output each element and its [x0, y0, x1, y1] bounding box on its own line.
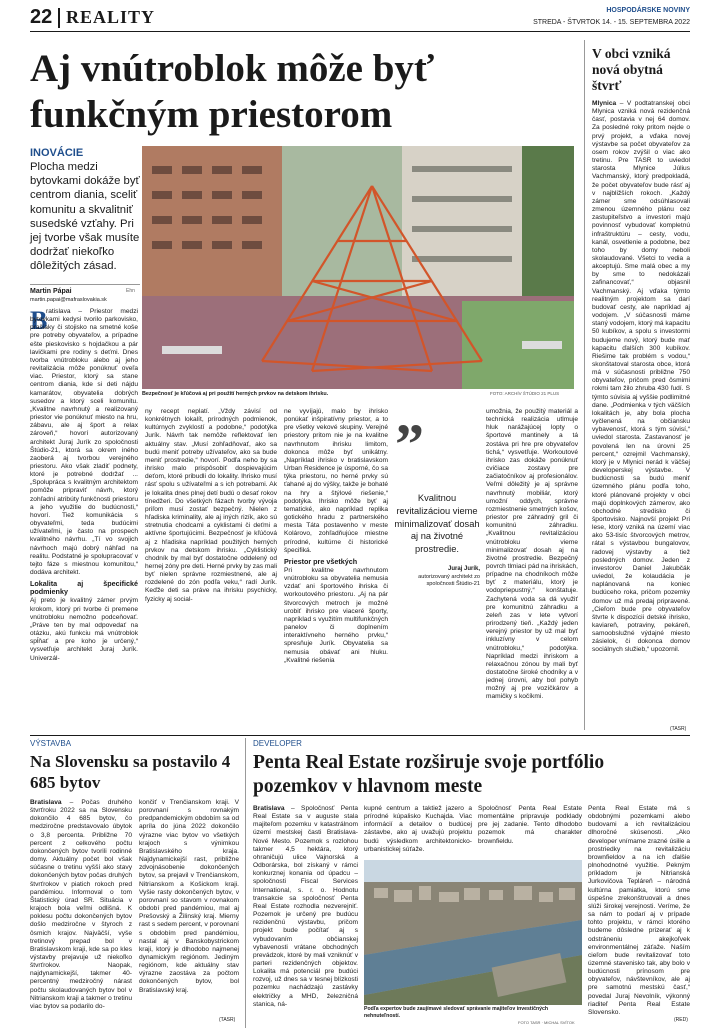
bottom-right-col-1 [253, 805, 358, 1025]
section-label: REALITY [66, 7, 156, 27]
bottom-right-headline: Penta Real Estate rozširuje svoje portfólio pozemkov v hlavnom meste [253, 752, 605, 797]
bottom-right-col-2: kupné centrum a taktiež jazero a prírodné kúpalisko Kuchajda. Viac informácií a detailov o budúcej zástavbe, ako aj uvažujú projektu budú výsledkom architektonicko-urbanistickej súťaže. [364, 805, 472, 853]
author-name: Martin Pápai [30, 288, 72, 295]
bottom-photo-caption: Podľa expertov bude zaujímavé sledovať správanie majiteľov investičných nehnuteľností. [364, 1006, 549, 1019]
header-divider [58, 8, 60, 28]
bottom-left-headline: Na Slovensku sa postavilo 4 685 bytov [30, 752, 231, 792]
sidebar-text [592, 100, 690, 736]
bl-col1-lead: Bratislava [30, 799, 62, 806]
col1-subhead: Lokalita aj špecifické podmienky [30, 579, 138, 597]
col1-intro: ratislava – Priestor medzi bytovkami kedysi tvorilo parkovisko, prašiaky či stojisko na smetné koše pre potreby obyvateľov, a prípadne ešte pieskovisko s hojdačkou a pár lavičkami pre rodiny s deťmi. Dnes tvorba vnútrobloku alebo aj jeho revitalizácia môže ponúknuť oveľa viac. Priestor, ktorý sa stane centrom diania, kde si deti nájdu kamarátov, obyvatelia dobrých susedov a ktorý sceli komunitu. „Kvalitne navrhnutý a realizovaný priestor vie ponúknuť miesto na hru, zábavu, ale aj šport a relax zároveň,“ hovorí autorizovaný architekt Juraj Jurík zo spoločnosti Štúdio-21, ktorá sa okrem iného zaoberá aj tvorbou verejného priestoru. Ako však zladiť podnety, ktoré je potrebné dodržať ... „Spolupráca s kvalitným architektom pomôže pripraviť návrh, ktorý zohľadní atribúty funkčnosti priestoru a jeho využitie do budúcnosti,“ hovorí. Tiež komunikácia s obyvateľmi, teda budúcimi užívateľmi, je často na prospech kvalitného návrhu. „Tí vo svojich návrhoch majú dobrý náhľad na realitu. Podstatné je spolupracovať v tejto fáze s miestnou komunitou,“ dodáva architekt. [30, 308, 138, 576]
sidebar-text-lead: Mlynica [592, 100, 617, 107]
article-col-1 [30, 308, 138, 726]
bottom-mid-rule [245, 738, 246, 1028]
col3-rest: Pri kvalitne navrhnutom vnútrobloku sa obyvatelia nemusia vzdať ani športového ihriska či workoutového priestoru. „Aj na pár štvorcových metroch je možné urobiť ihrisko pre viaceré športy, napríklad s využitím multifunkčných panelov či doplnením interaktívneho herného prvku,“ spresňuje Jurík. Obyvatelia sa nemusia obávať ani hluku. „Kvalitné riešenia [284, 566, 388, 664]
drop-cap: B [30, 306, 48, 335]
author-email: martin.papai@mafraslovakia.sk [30, 297, 107, 303]
bl-col1-body: – Počas druhého štvrťroku 2022 sa na Slovensku dokončilo 4 685 bytov, čo medziročne predstavovalo úbytok o 3,8 percenta. Približne 70 percent z celkového počtu dokončených bytov tvorili rodinné domy. Aktuálny počet bol však súčasne o tretinu vyšší ako stavy dokončených bytov počas druhých štvrťrokov v piatich rokoch pred pandémiou. Informoval o tom Štatistický úrad SR. Situácia v krajoch bola veľmi odlišná. K poklesu počtu dokončených bytov došlo medziročne v štyroch z ôsmich krajov. Najväčší, vyše tretinový prepad bol v Bratislavskom kraji, kde sa po kles výstavby prejavuje už niekoľko štvrťrokov. Naopak, najdynamickejší, takmer 40-percentný medziročný nárast počtu skolaudovaných bytov bol v Nitrianskom kraji a takmer o tretinu viac bytov sa podarilo do- [30, 799, 132, 1010]
pull-quote: Kvalitnou revitalizáciou vieme minimalizovať dosah aj na životné prostredie. [394, 493, 480, 555]
page-number: 22 [30, 6, 53, 28]
bottom-left-tag: (TASR) [219, 1017, 236, 1023]
bottom-right-col-3: Spoločnosť Penta Real Estate momentálne pripravuje podklady pre jej zadanie. Tento dlhodobo pozemok má charakter brownfieldu. [478, 805, 582, 845]
sidebar-title: V obci vzniká nová obytná štvrť [592, 46, 671, 93]
col3-subhead: Priestor pre všetkých [284, 556, 358, 566]
header-rule [30, 31, 690, 32]
article-col-3 [284, 408, 388, 726]
kicker: INOVÁCIE [30, 147, 84, 159]
quote-icon: ” [395, 412, 424, 477]
article-col-2: ny recept neplatí. „Vždy závisí od konkrétnych lokalít, prírodných podmienok, kultúrnych zvyklostí a podobne,“ podotýka Jurík. Návrh tak nemôže reflektovať len aktuálny stav. „Musí zohľadňovať, ako sa budú meniť potreby užívateľov, ako sa bude meniť prostredie,“ hovorí. Podľa neho by sa ihrisko malo prispôsobiť dospievajúcim deťom, ktoré pribudli do lokality. Ihrisko musí rásť spolu s užívateľmi a s ich potrebami. Ak je lokalita dnes plnej detí budú o desať rokov tínedžeri. Do všetkých fázach tvorby vývoja priľom musí zostať bezpečný. Nielen z hľadiska kriminality, ale aj iných rizík, ako sú stretnutia chodcami a cyklistami či deťmi a aktívne športujúcimi. Bezpečnosť je kľúčová aj z hľadiska napríklad použitých herných prvkov na detskom ihrisku. „Cyklistický chodník by mal byť dostatočne oddelený od hernej zóny pre deti. Herné prvky by zas mali byť nielen správne rozmiestnené, ale aj rozdelené do zón podľa veku,“ radí Jurík. Keďže deti sa práve na ihrisku psychicky, fyzicky aj social- [145, 408, 277, 603]
article-col-5: umožnia, že použitý materiál a technická realizácia utlmuje hluk narážajúcej lopty o športové mantinely a tá zostáva pri hre pre obyvateľov tichá,“ vysvetľuje. Workoutové ihrisko zas dokáže ponúknuť cvičiace zostavy pre začiatočníkov aj profesionálov. Veľmi dôležitý je aj správne navrhnutý mobiliár, ktorý umožní oddych, správne rozmiestnenie smetných košov, priestor pre záhradný gril či komunitnú záhradku. „Kvalitnou revitalizáciou vnútrobloku vieme minimalizovať dosah aj na životné prostredie. Bezpečný povrch tlmiaci pád na ihriskách, prípadne na chodníkoch môže byť z materiálu, ktorý je vodopriepustný,“ konštatuje. Zachytená voda sa dá využiť pre komunitnú záhradku a zeleň zas v lete vytvorí prirodzený tieň. „Každý jeden verejný priestor by už mal byť inkluzívny v celom vnútrobloku,“ podotýka. Napríklad medzi ihriskom a relaxačnou zónou by mali byť dostatočne široké chodníky a v jednej úrovni, aby bol pohyb možný aj pre vozíčkárov a mamičky s kočíkmi. [486, 408, 578, 701]
photo-caption: Bezpečnosť je kľúčová aj pri použití herných prvkov na detskom ihrisku. [142, 391, 329, 397]
paper-name: HOSPODÁRSKE NOVINY [606, 7, 690, 14]
bottom-right-col-4: Penta Real Estate má s obdobnými pozemkami alebo budovami a ich revitalizáciou dlhoročné skúsenosti. „Ako developer vnímame zrazné úsilie a prostriedky na revitalizáciu brownfieldov a na ich ďalšie plnohodnotné využitie. Pekným príkladom je Nitrianská Jurkovičova Tepláreň – národná kultúrna pamiatka, ktorú sme úspešne zrekonštruovali a dnes slúži širokej verejnosti. Veríme, že sa nám to podarí aj v prípade tohto projektu, v rámci ktorého budeme dôsledne prizerať aj k odstráneniu akejkoľvek environmentálnej záťaže. Naším cieľom bude revitalizovať toto územné stavenisko tak, aby bolo v budúcnosti prínosom pre obyvateľov, návštevníkov, ale aj pre samotnú mestskú časť,“ povedal Juraj Nevolník, výkonný riaditeľ Penta Real Estate Slovensko. [588, 805, 690, 1015]
bottom-photo-credit: FOTO TASR · MICHAL SVÍTOK [518, 1020, 575, 1025]
br-col1-body: – Spoločnosť Penta Real Estate sa v auguste stala majiteľom pozemku v katastrálnom území mestskej časti Bratislava-Nové Mesto. Pozemok s rozlohou takmer 4,5 hektára, ktorý ohraničujú ulice Vajnorská a Odborárska, bol získaný v rámci konkurznej konania od úpadcu – spoločnosti Fiscal Services International, s. r. o. Hodnotu transakcie sa spoločnosť Penta Real Estate rozhodla nezverejniť. Pozemok je určený pre budúcu rezidenčnú výstavbu, pričom projekt bude počítať aj s vybudovaním občianskej vybavenosti vrátane obchodných prevádzok, ktoré by mali vzniknúť v parteri rezidenčných objektov. Lokalita má potenciál pre budúci rozvoj, už dnes sa v tesnej blízkosti pozemku nachádzajú zastávky električky a MHD, železničná stanica, ná- [253, 805, 358, 1008]
author-tag: Ehn [126, 288, 135, 294]
bottom-right-section: DEVELOPER [253, 739, 302, 748]
bottom-left-col-2: končiť v Trenčianskom kraji. V porovnaní s rovnakým predpandemickým obdobím sa od apríla do júna 2022 dokončilo výrazne viac bytov vo všetkých krajoch s výnimkou Bratislavského kraja. Najdynamickejší rast, približne zdvojnásobenie dokončených bytov, sa prejavil v Trenčianskom, Nitrianskom a Košickom kraji. Vyšie rasty dokončených bytov, v porovnaní so stavom v rovnakom období pred pandémiou, mal aj Prešovský a Žilinský kraj. Mierny rast s sedem percent, v porovnaní s obdobím pred pandémiou, nastal aj v Banskobystrickom kraji, ktorý je dlhodobo najmenej dynamickým regiónom. Jediným regiónom, kde aktuálny stav výrazne zaostáva za počtom dokončených bytov, bol Bratislavský kraj. [139, 799, 239, 994]
author-rule [30, 284, 140, 285]
col1-rest: Aj preto je kvalitný zámer prvým krokom, ktorý pri tvorbe či premene vnútrobloku nemožno podceňovať. „Práve ten by mal odpovedať na otázku, akú funkciu má vnútroblok spĺňať a pre koho je určený,“ vysvetľuje architekt Juraj Jurík. Univerzál- [30, 597, 138, 662]
col3-body: ne vyvíjajú, malo by ihrisko ponúkať inšpiratívny priestor, a to pre všetky vekové skupiny. Verejné priestory pritom nie je na kvalitne navrhnutom ihrisku limitom, dokonca môže byť unikátny. „Napríklad ihrisko v bratislavskom Urban Residence je úsporné, čo sa týka priestoru, no herné prvky sú ťahané aj do výšky, takže je bohaté na hry a štýlové riešenie,“ podotýka. Ihrisko môže byť aj tematické, ako napríklad replika gotického hradu z partnerského mesta Táta postavenho v meste Kolárovo, zohľadňujúce miestne prírodné, kultúrne či historické špecifiká. [284, 408, 388, 554]
quote-name: Juraj Jurík, [447, 566, 480, 572]
bottom-section-rule [30, 735, 690, 736]
bottom-left-section: VÝSTAVBA [30, 739, 72, 748]
main-headline: Aj vnútroblok môže byť funkčným priestorom [30, 47, 435, 136]
bottom-photo [364, 860, 582, 1005]
sidebar-text-body: – V podtatranskej obci Mlynica vzniká nová rezidenčná časť, postavia v nej 64 domov. Za posledné roky pritom nejde o prvý projekt, a vďaka novej výstavbe sa počet obyvateľov za osem rokov zvýšil o viac ako tretinu. Pre TASR to uviedol starosta Mlynice Július Vachmanský, ktorý predpokladá, že počet obyvateľov bude rásť aj v najbližších rokoch. „Každý zámer sme odsúhlasovali zmenou územného plánu cez zastupiteľstvo a investori majú povinnosť vybudovať kompletnú infraštruktúru – cesty, vodu, kanál, osvetlenie a podobne, bez toho by domy neboli skolaudované. Všetci to vedia a akceptujú. Sme malá obec a my by sme to nedokázali zafinancovať,“ objasnil Vachmanský. Aj vďaka týmto realitným projektom sa darí budovať cesty, ale napríklad aj vodojem. „V súčasnosti máme staný vodojem, ktorý má kapacitu 50 kubíkov, a spolu s investormi budujeme nový, ktorý bude mať kapacitu ďalších 300 kubíkov. Riešime tak problém s vodou,“ skonštatoval starosta obce, ktorá má v súčasnosti približne 750 obyvateľov, pričom pred ôsmimi rokmi tam žilo zhruba 430 ľudí. S týmto súvisia aj vyššie podlimitné dane. „Podmienka v tých väčších lokalitách je, aby bola plocha vyčlenená na občiansku vybavenosť, ktorá s tým súvisí,“ uviedol starosta. Zastavanosť je povolená len na úrovni 25 percent,“ ozrejmil Vachmanský, ktorý je v Mlynici nerád k väčšej developerskej výstavbe. V budúcnosti sa budú meniť územného plánu podľa toho, ktoré plánované projekty v obci majú doplnkových zámerov, ako obchodné stredisko či športovisko. Najnovší projekt Pri lese, ktorý vzniká na území viac ako 53-tisíc štvorcových metrov, rátal s výstavbou bungalovov, radovej výstavby a tiež posledných domov. Jeden z investorov Daniel Jakubčák uviedol, že kolaudácia je naplánovaná na koniec budúceho roka, pričom pozemky domov už má predaj pripravené. „Cieľom bude pre obyvateľov štvrte k dispozícii detské ihrisko, kaviareň, potraviny, pekáreň, samoobslužné výdajné miesto zásielok, či dokonca domov sociálnych služieb,“ upozornil. [592, 100, 690, 654]
bottom-left-col-1 [30, 799, 132, 1025]
playground-illustration [142, 146, 574, 389]
main-photo [142, 146, 574, 389]
date-line: STREDA - ŠTVRTOK 14. - 15. SEPTEMBRA 2022 [533, 19, 690, 26]
lead-text: Plocha medzi bytovkami dokáže byť centrom diania, sceliť komunitu a skvalitniť susedské vzťahy. Pri jej tvorbe však musíte dodržať niekoľko dôležitých zásad. [30, 161, 140, 273]
quote-role: autorizovaný architekt zo spoločnosti Štúdio-21 [418, 574, 480, 587]
aerial-city-illustration [364, 860, 582, 1005]
sidebar-tag: (TASR) [670, 726, 687, 732]
photo-credit: FOTO: ARCHÍV ŠTÚDIO 21 PLUS [490, 391, 560, 396]
sidebar-rule [584, 40, 585, 730]
br-col1-lead: Bratislava [253, 805, 285, 812]
bottom-right-tag: (RED) [674, 1017, 688, 1023]
